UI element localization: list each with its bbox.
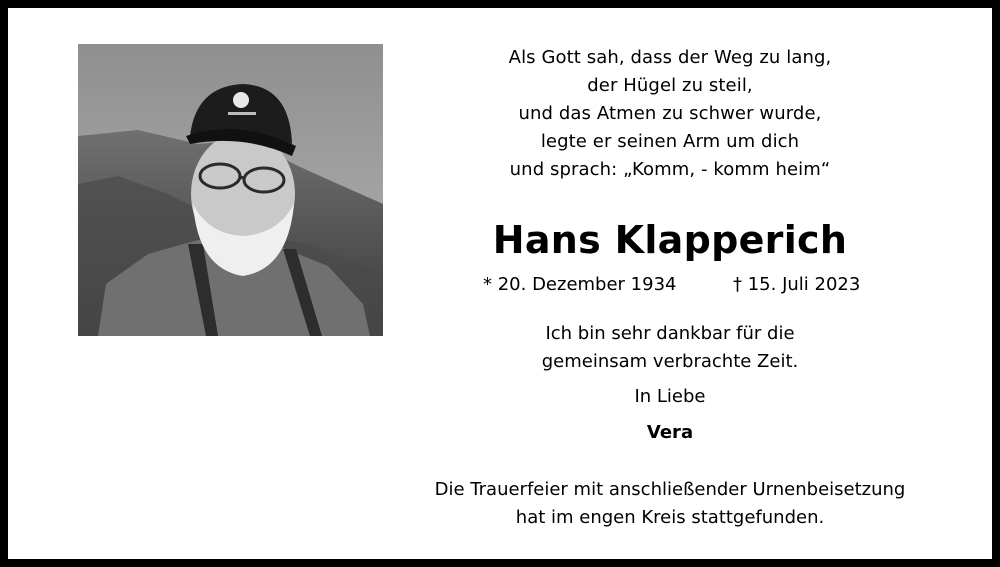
birth-date: * 20. Dezember 1934	[483, 274, 677, 295]
deceased-name: Hans Klapperich	[492, 218, 848, 262]
thanks-line-1: Ich bin sehr dankbar für die	[545, 323, 795, 344]
portrait-photo	[78, 44, 383, 336]
signer-name: Vera	[646, 422, 694, 443]
thanks-line-2: gemeinsam verbrachte Zeit.	[541, 351, 799, 372]
poem-line-1: Als Gott sah, dass der Weg zu lang,	[508, 47, 832, 68]
death-date: † 15. Juli 2023	[733, 274, 861, 295]
service-line-2: hat im engen Kreis stattgefunden.	[515, 507, 825, 528]
poem-line-3: und das Atmen zu schwer wurde,	[518, 103, 822, 124]
poem-line-4: legte er seinen Arm um dich	[540, 131, 800, 152]
poem-line-5: und sprach: „Komm, - komm heim“	[509, 159, 831, 180]
service-notice	[408, 476, 932, 532]
thanks-text	[408, 320, 932, 376]
portrait-photo-icon	[78, 44, 383, 336]
poem	[408, 44, 932, 184]
service-line-1: Die Trauerfeier mit anschließender Urnenbeisetzung	[434, 479, 906, 500]
obituary-card	[8, 8, 992, 559]
closing-text: In Liebe	[634, 386, 706, 407]
poem-line-2: der Hügel zu steil,	[587, 75, 753, 96]
